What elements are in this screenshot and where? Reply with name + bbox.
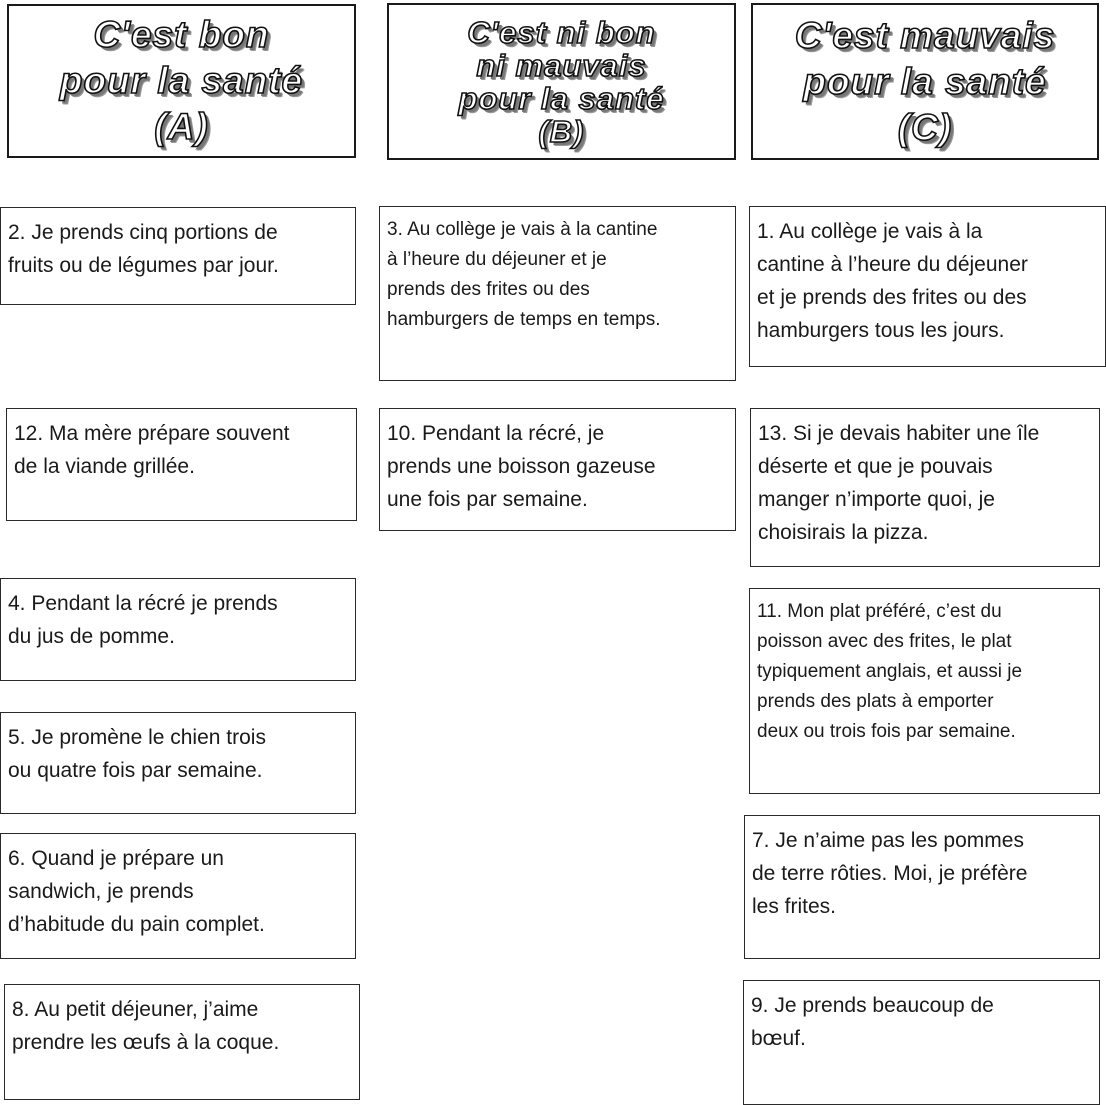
- header-c-line-1: C'est mauvais: [794, 14, 1056, 56]
- header-b-line-3: pour la santé: [458, 80, 665, 116]
- statement-card-9[interactable]: 9. Je prends beaucoup de bœuf.: [743, 980, 1100, 1105]
- header-b-line-1: C'est ni bon: [467, 14, 656, 50]
- statement-card-7[interactable]: 7. Je n’aime pas les pommes de terre rôties. Moi, je préfère les frites.: [744, 815, 1100, 959]
- statement-card-1[interactable]: 1. Au collège je vais à la cantine à l’heure du déjeuner et je prends des frites ou des hamburgers tous les jours.: [749, 206, 1106, 367]
- statement-card-8[interactable]: 8. Au petit déjeuner, j’aime prendre les œufs à la coque.: [4, 984, 360, 1100]
- header-a-line-3: (A): [154, 106, 209, 147]
- statement-card-5[interactable]: 5. Je promène le chien trois ou quatre fois par semaine.: [0, 712, 356, 814]
- statement-card-4[interactable]: 4. Pendant la récré je prends du jus de pomme.: [0, 578, 356, 681]
- statement-card-3[interactable]: 3. Au collège je vais à la cantine à l’heure du déjeuner et je prends des frites ou des hamburgers de temps en temps.: [379, 206, 736, 381]
- statement-card-2[interactable]: 2. Je prends cinq portions de fruits ou de légumes par jour.: [0, 207, 356, 305]
- header-a-line-2: pour la santé: [59, 60, 304, 101]
- header-b-line-4: (B): [538, 113, 585, 149]
- statement-card-6[interactable]: 6. Quand je prépare un sandwich, je prends d’habitude du pain complet.: [0, 833, 356, 959]
- header-b-line-2: ni mauvais: [476, 47, 647, 83]
- header-good-for-health: [7, 4, 356, 158]
- header-c-line-3: (C): [897, 106, 953, 148]
- header-c-line-2: pour la santé: [803, 60, 1047, 102]
- statement-card-11[interactable]: 11. Mon plat préféré, c’est du poisson avec des frites, le plat typiquement anglais, et aussi je prends des plats à emporter deux ou trois fois par semaine.: [749, 588, 1100, 794]
- statement-card-12[interactable]: 12. Ma mère prépare souvent de la viande grillée.: [6, 408, 357, 521]
- statement-card-13[interactable]: 13. Si je devais habiter une île déserte et que je pouvais manger n’importe quoi, je choisirais la pizza.: [750, 408, 1100, 567]
- header-neither-good-nor-bad: [387, 3, 736, 160]
- statement-card-10[interactable]: 10. Pendant la récré, je prends une boisson gazeuse une fois par semaine.: [379, 408, 736, 531]
- header-a-line-1: C'est bon: [93, 14, 270, 55]
- header-bad-for-health: [751, 3, 1099, 160]
